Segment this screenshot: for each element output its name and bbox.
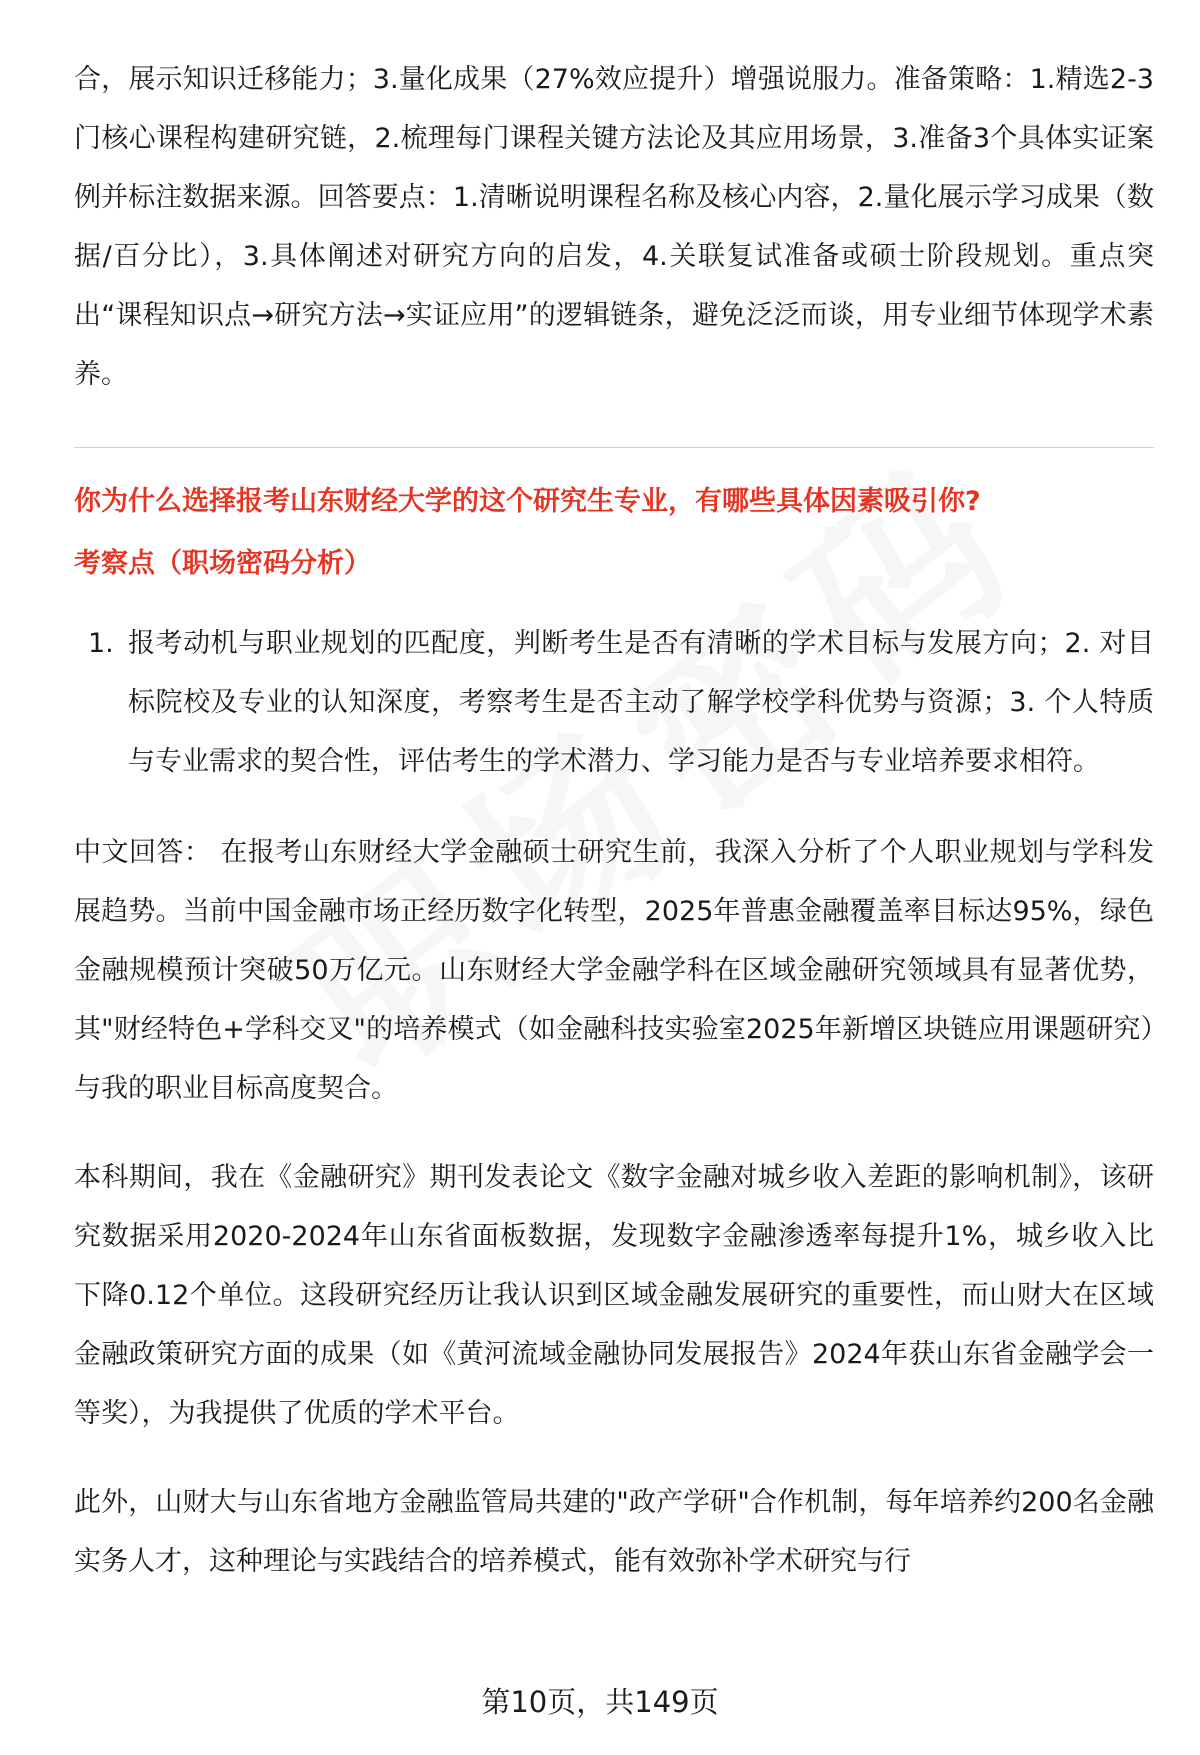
answer-paragraph-2: 本科期间，我在《金融研究》期刊发表论文《数字金融对城乡收入差距的影响机制》，该研究数据采用2020-2024年山东省面板数据，发现数字金融渗透率每提升1%，城乡收入比下降0.12个单位。这段研究经历让我认识到区域金融发展研究的重要性，而山财大在区域金融政策研究方面的成果（如《黄河流域金融协同发展报告》2024年获山东省金融学会一等奖），为我提供了优质的学术平台。 bbox=[74, 1162, 1154, 1429]
exam-points-list bbox=[74, 614, 1154, 791]
exam-points-heading: 考察点（职场密码分析） bbox=[74, 548, 371, 579]
answer-paragraph-3: 此外，山财大与山东省地方金融监管局共建的"政产学研"合作机制，每年培养约200名金融实务人才，这种理论与实践结合的培养模式，能有效弥补学术研究与行 bbox=[74, 1487, 1154, 1577]
page-number: 第10页，共149页 bbox=[481, 1685, 719, 1719]
list-item bbox=[74, 614, 1154, 791]
intro-paragraph: 合，展示知识迁移能力；3.量化成果（27%效应提升）增强说服力。准备策略：1.精选2-3门核心课程构建研究链，2.梳理每门课程关键方法论及其应用场景，3.准备3个具体实证案例并标注数据来源。回答要点：1.清晰说明课程名称及核心内容，2.量化展示学习成果（数据/百分比），3.具体阐述对研究方向的启发，4.关联复试准备或硕士阶段规划。重点突出“课程知识点→研究方法→实证应用”的逻辑链条，避免泛泛而谈，用专业细节体现学术素养。 bbox=[74, 64, 1154, 390]
question-heading: 你为什么选择报考山东财经大学的这个研究生专业，有哪些具体因素吸引你? bbox=[74, 486, 981, 517]
list-item-text: 报考动机与职业规划的匹配度，判断考生是否有清晰的学术目标与发展方向；2. 对目标院校及专业的认知深度，考察考生是否主动了解学校学科优势与资源；3. 个人特质与专业需求的契合性，评估考生的学术潜力、学习能力是否与专业培养要求相符。 bbox=[128, 628, 1154, 777]
answer-paragraph-1: 中文回答： 在报考山东财经大学金融硕士研究生前，我深入分析了个人职业规划与学科发展趋势。当前中国金融市场正经历数字化转型，2025年普惠金融覆盖率目标达95%，绿色金融规模预计突破50万亿元。山东财经大学金融学科在区域金融研究领域具有显著优势，其"财经特色+学科交叉"的培养模式（如金融科技实验室2025年新增区块链应用课题研究）与我的职业目标高度契合。 bbox=[74, 837, 1154, 1104]
list-marker: 1. bbox=[88, 628, 114, 659]
page-content bbox=[74, 50, 1154, 1591]
section-divider bbox=[74, 447, 1154, 448]
